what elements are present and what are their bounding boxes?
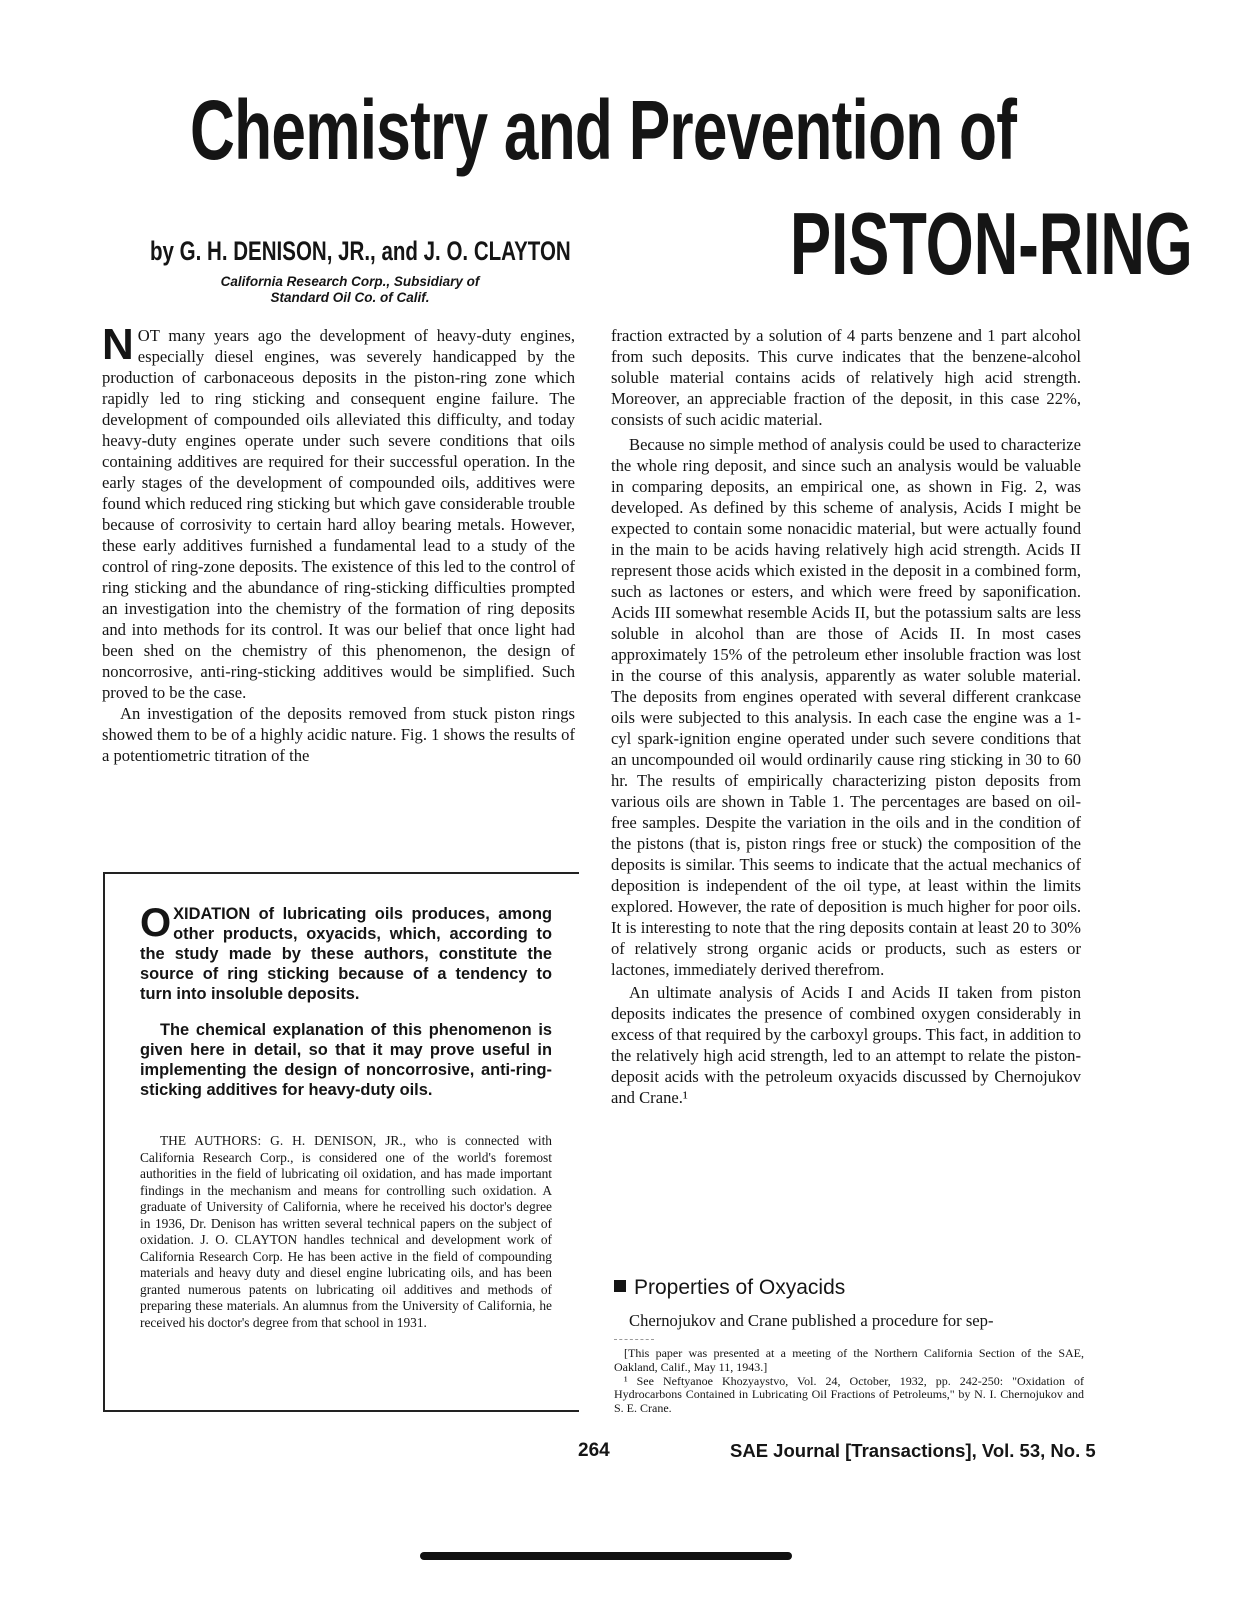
left-paragraph-1-text: OT many years ago the development of heavy-duty engines, especially diesel engines, was severely handicapped by the production of carbonaceous deposits in the piston-ring zone which rapidly led to ring sticking and consequent engine failure. The development of compounded oils alleviated this difficulty, and today heavy-duty engines operate under such severe conditions that oils containing additives are required for their successful operation. In the early stages of the development of compounded oils, additives were found which reduced ring sticking but which gave considerable trouble because of corrosivity to certain hard alloy bearing metals. However, these early additives furnished a fundamental lead to a study of the control of ring-zone deposits. The existence of this led to the control of ring sticking and the abundance of ring-sticking difficulties prompted an investigation into the chemistry of the formation of ring deposits and into methods for its control. It was our belief that once light had been shed on the chemistry of this phenomenon, the design of noncorrosive, anti-ring-sticking additives would be simplified. Such proved to be the case. [102, 326, 575, 702]
right-paragraph-4 [611, 1310, 1081, 1331]
right-paragraph-4-text: Chernojukov and Crane published a procedure for sep- [629, 1311, 994, 1330]
heading-bullet-icon [614, 1280, 626, 1292]
footnote-1: [This paper was presented at a meeting of the Northern California Section of the SAE, Oakland, Calif., May 11, 1943.] [614, 1346, 1084, 1374]
affiliation-line2: Standard Oil Co. of Calif. [270, 290, 430, 305]
right-paragraph-1: fraction extracted by a solution of 4 parts benzene and 1 part alcohol from such deposits. This curve indicates that the benzene-alcohol soluble material contains acids of relatively high acid strength. Moreover, an appreciable fraction of the deposit, in this case 22%, consists of such acidic material. [611, 326, 1081, 429]
affiliation [150, 274, 550, 306]
affiliation-line1: California Research Corp., Subsidiary of [220, 274, 480, 289]
byline: by G. H. DENISON, JR., and J. O. CLAYTON [150, 236, 571, 266]
footnotes [614, 1347, 1084, 1416]
authors-bio [140, 1133, 552, 1331]
left-column [102, 320, 575, 766]
right-paragraph-2: Because no simple method of analysis could be used to characterize the whole ring deposit, and since such an analysis would be valuable in comparing deposits, an empirical one, as shown in Fig. 2, was developed. As defined by this scheme of analysis, Acids I might be expected to contain some nonacidic material, but were actually found in the main to be acids having relatively high acid strength. Acids II represent those acids which existed in the deposit in a combined form, such as lactones or esters, and which were freed by saponification. Acids III somewhat resemble Acids II, but the potassium salts are less soluble in alcohol than are those of Acids II. In most cases approximately 15% of the petroleum ether insoluble fraction was lost in the course of this analysis, apparently as water soluble material. The deposits from engines operated with several different crankcase oils were subjected to this analysis. In each case the engine was a 1-cyl spark-ignition engine operated under such severe conditions that an uncompounded oil would ordinarily cause ring sticking in 30 to 60 hr. The results of empirically characterizing piston deposits from various oils are shown in Table 1. The percentages are based on oil-free samples. Despite the variation in the oils and in the condition of the pistons (that is, piston rings free or stuck) the composition of the deposits is similar. This seems to indicate that the actual mechanics of deposition is independent of the oil type, at least within the limits explored. However, the rate of deposition is much higher for poor oils. It is interesting to note that the ring deposits contain at least 20 to 30% of relatively strong organic acids or products, such as esters or lactones, immediately derived therefrom. [611, 435, 1081, 979]
right-paragraph-3: An ultimate analysis of Acids I and Acids II taken from piston deposits indicates the presence of combined oxygen considerably in excess of that required by the carboxyl groups. This fact, in addition to the relatively high acid strength, led to an attempt to relate the piston-deposit acids with the petroleum oxyacids discussed by Chernojukov and Crane.¹ [611, 983, 1081, 1107]
drop-cap: N [102, 320, 134, 369]
summary-paragraph-2: The chemical explanation of this phenomenon is given here in detail, so that it may prove useful in implementing the design of noncorrosive, anti-ring-sticking additives for heavy-duty oils. [140, 1021, 552, 1099]
left-paragraph-2: An investigation of the deposits removed from stuck piston rings showed them to be of a highly acidic nature. Fig. 1 shows the results of a potentiometric titration of the [102, 704, 575, 765]
section-heading [614, 1274, 845, 1302]
section-heading-text: Properties of Oxyacids [634, 1276, 846, 1299]
page-number: 264 [578, 1440, 610, 1461]
article-title-line1: Chemistry and Prevention of [190, 83, 1017, 177]
summary-paragraph-1 [140, 901, 552, 1004]
home-indicator[interactable] [420, 1552, 792, 1560]
journal-footer: SAE Journal [Transactions], Vol. 53, No. 5 [730, 1440, 1096, 1461]
summary-text [140, 901, 552, 1116]
authors-bio-text: THE AUTHORS: G. H. DENISON, JR., who is connected with California Research Corp., is considered one of the world's foremost authorities in the field of lubricating oil oxidation, and has made important findings in the mechanism and means for controlling such oxidation. A graduate of University of California, where he received his doctor's degree in 1936, Dr. Denison has written several technical papers on the subject of oxidation. J. O. CLAYTON handles technical and development work of California Research Corp. He has been active in the field of compounding materials and heavy duty and diesel engine lubricating oils, and has been granted numerous patents on lubricating oil additives and methods of preparing these materials. An alumnus from the University of California, he received his doctor's degree from that school in 1931. [140, 1133, 552, 1330]
footnote-2: ¹ See Neftyanoe Khozyaystvo, Vol. 24, October, 1932, pp. 242-250: "Oxidation of Hydrocarbons Contained in Lubricating Oil Fractions of Petroleums," by N. I. Chernojukov and S. E. Crane. [614, 1373, 1084, 1416]
footnote-divider [614, 1339, 654, 1340]
left-paragraph-1 [102, 320, 575, 703]
summary-drop-cap: O [140, 901, 172, 945]
summary-paragraph-1-text: XIDATION of lubricating oils produces, among other products, oxyacids, which, according to the study made by these authors, constitute the source of ring sticking because of a tendency to turn into insoluble deposits. [140, 905, 552, 1003]
right-column [611, 325, 1081, 1108]
article-title-line2: PISTON-RING [790, 194, 1193, 293]
